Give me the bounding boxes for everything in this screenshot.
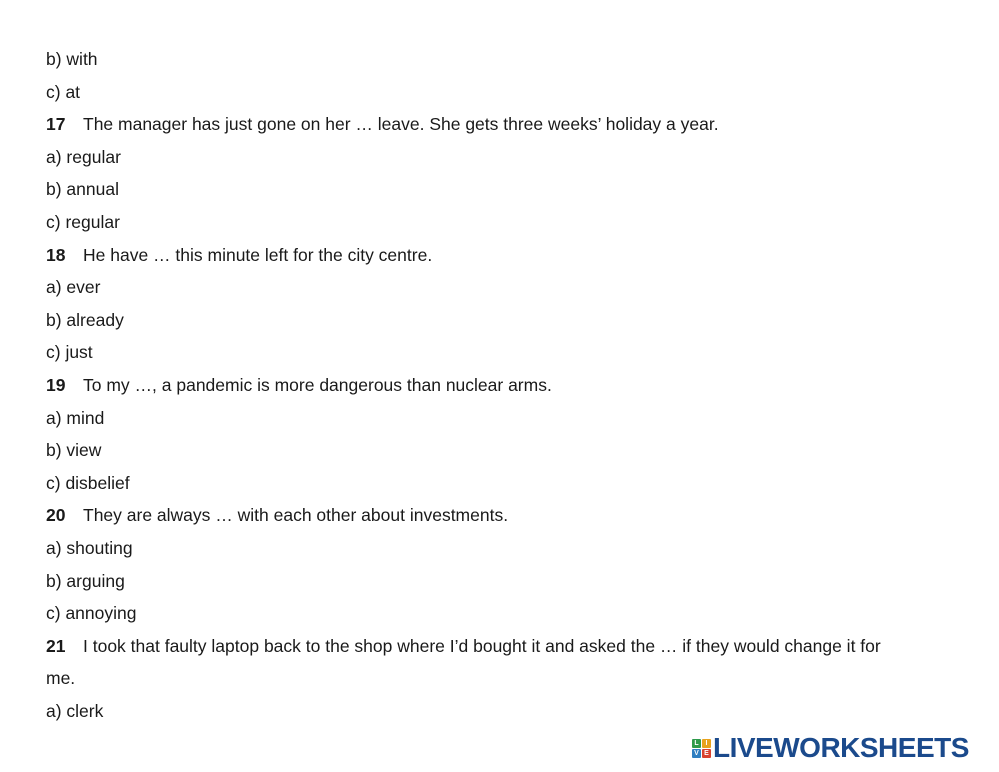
line-text: a) mind xyxy=(46,407,105,428)
option-line xyxy=(46,206,956,239)
logo-letter-i: I xyxy=(702,739,711,748)
question-continuation xyxy=(46,662,956,695)
line-text: me. xyxy=(46,668,76,689)
worksheet-questions xyxy=(46,43,956,727)
logo-letter-l: L xyxy=(692,739,701,748)
logo-letter-v: V xyxy=(692,749,701,758)
question-line xyxy=(46,499,956,532)
line-text: c) regular xyxy=(46,211,120,232)
option-line xyxy=(46,532,956,565)
option-line xyxy=(46,597,956,630)
question-line xyxy=(46,239,956,272)
line-text: c) disbelief xyxy=(46,472,130,493)
line-text: b) arguing xyxy=(46,570,125,591)
question-number: 21 xyxy=(46,635,66,656)
question-number: 18 xyxy=(46,244,66,265)
logo-wordmark: LIVEWORKSHEETS xyxy=(713,732,969,763)
line-text: b) already xyxy=(46,309,124,330)
line-text: b) with xyxy=(46,49,98,69)
liveworksheets-logo xyxy=(692,734,969,762)
option-line xyxy=(46,336,956,369)
option-line xyxy=(46,695,956,728)
line-text: c) annoying xyxy=(46,603,137,624)
question-text: I took that faulty laptop back to the shop where I’d bought it and asked the … if they would change it for xyxy=(83,635,881,656)
line-text: c) just xyxy=(46,342,93,363)
question-number: 17 xyxy=(46,114,66,135)
option-line xyxy=(46,304,956,337)
question-line xyxy=(46,369,956,402)
line-text: a) clerk xyxy=(46,700,104,721)
question-line xyxy=(46,108,956,141)
liveworksheets-logo-icon xyxy=(692,739,711,758)
option-line xyxy=(46,271,956,304)
line-text: a) ever xyxy=(46,277,101,298)
line-text: a) shouting xyxy=(46,537,133,558)
option-line xyxy=(46,173,956,206)
line-text: a) regular xyxy=(46,146,121,167)
line-text: b) view xyxy=(46,440,102,461)
question-text: They are always … with each other about investments. xyxy=(83,505,509,526)
logo-letter-e: E xyxy=(702,749,711,758)
option-line xyxy=(46,43,956,76)
option-line xyxy=(46,141,956,174)
option-line xyxy=(46,402,956,435)
option-line xyxy=(46,76,956,109)
line-text: b) annual xyxy=(46,179,119,200)
option-line xyxy=(46,565,956,598)
question-text: He have … this minute left for the city centre. xyxy=(83,244,433,265)
option-line xyxy=(46,467,956,500)
question-text: To my …, a pandemic is more dangerous than nuclear arms. xyxy=(83,374,552,395)
line-text: c) at xyxy=(46,81,81,102)
question-number: 20 xyxy=(46,505,66,526)
option-line xyxy=(46,434,956,467)
question-line xyxy=(46,630,956,663)
question-text: The manager has just gone on her … leave. She gets three weeks’ holiday a year. xyxy=(83,114,719,135)
question-number: 19 xyxy=(46,374,66,395)
